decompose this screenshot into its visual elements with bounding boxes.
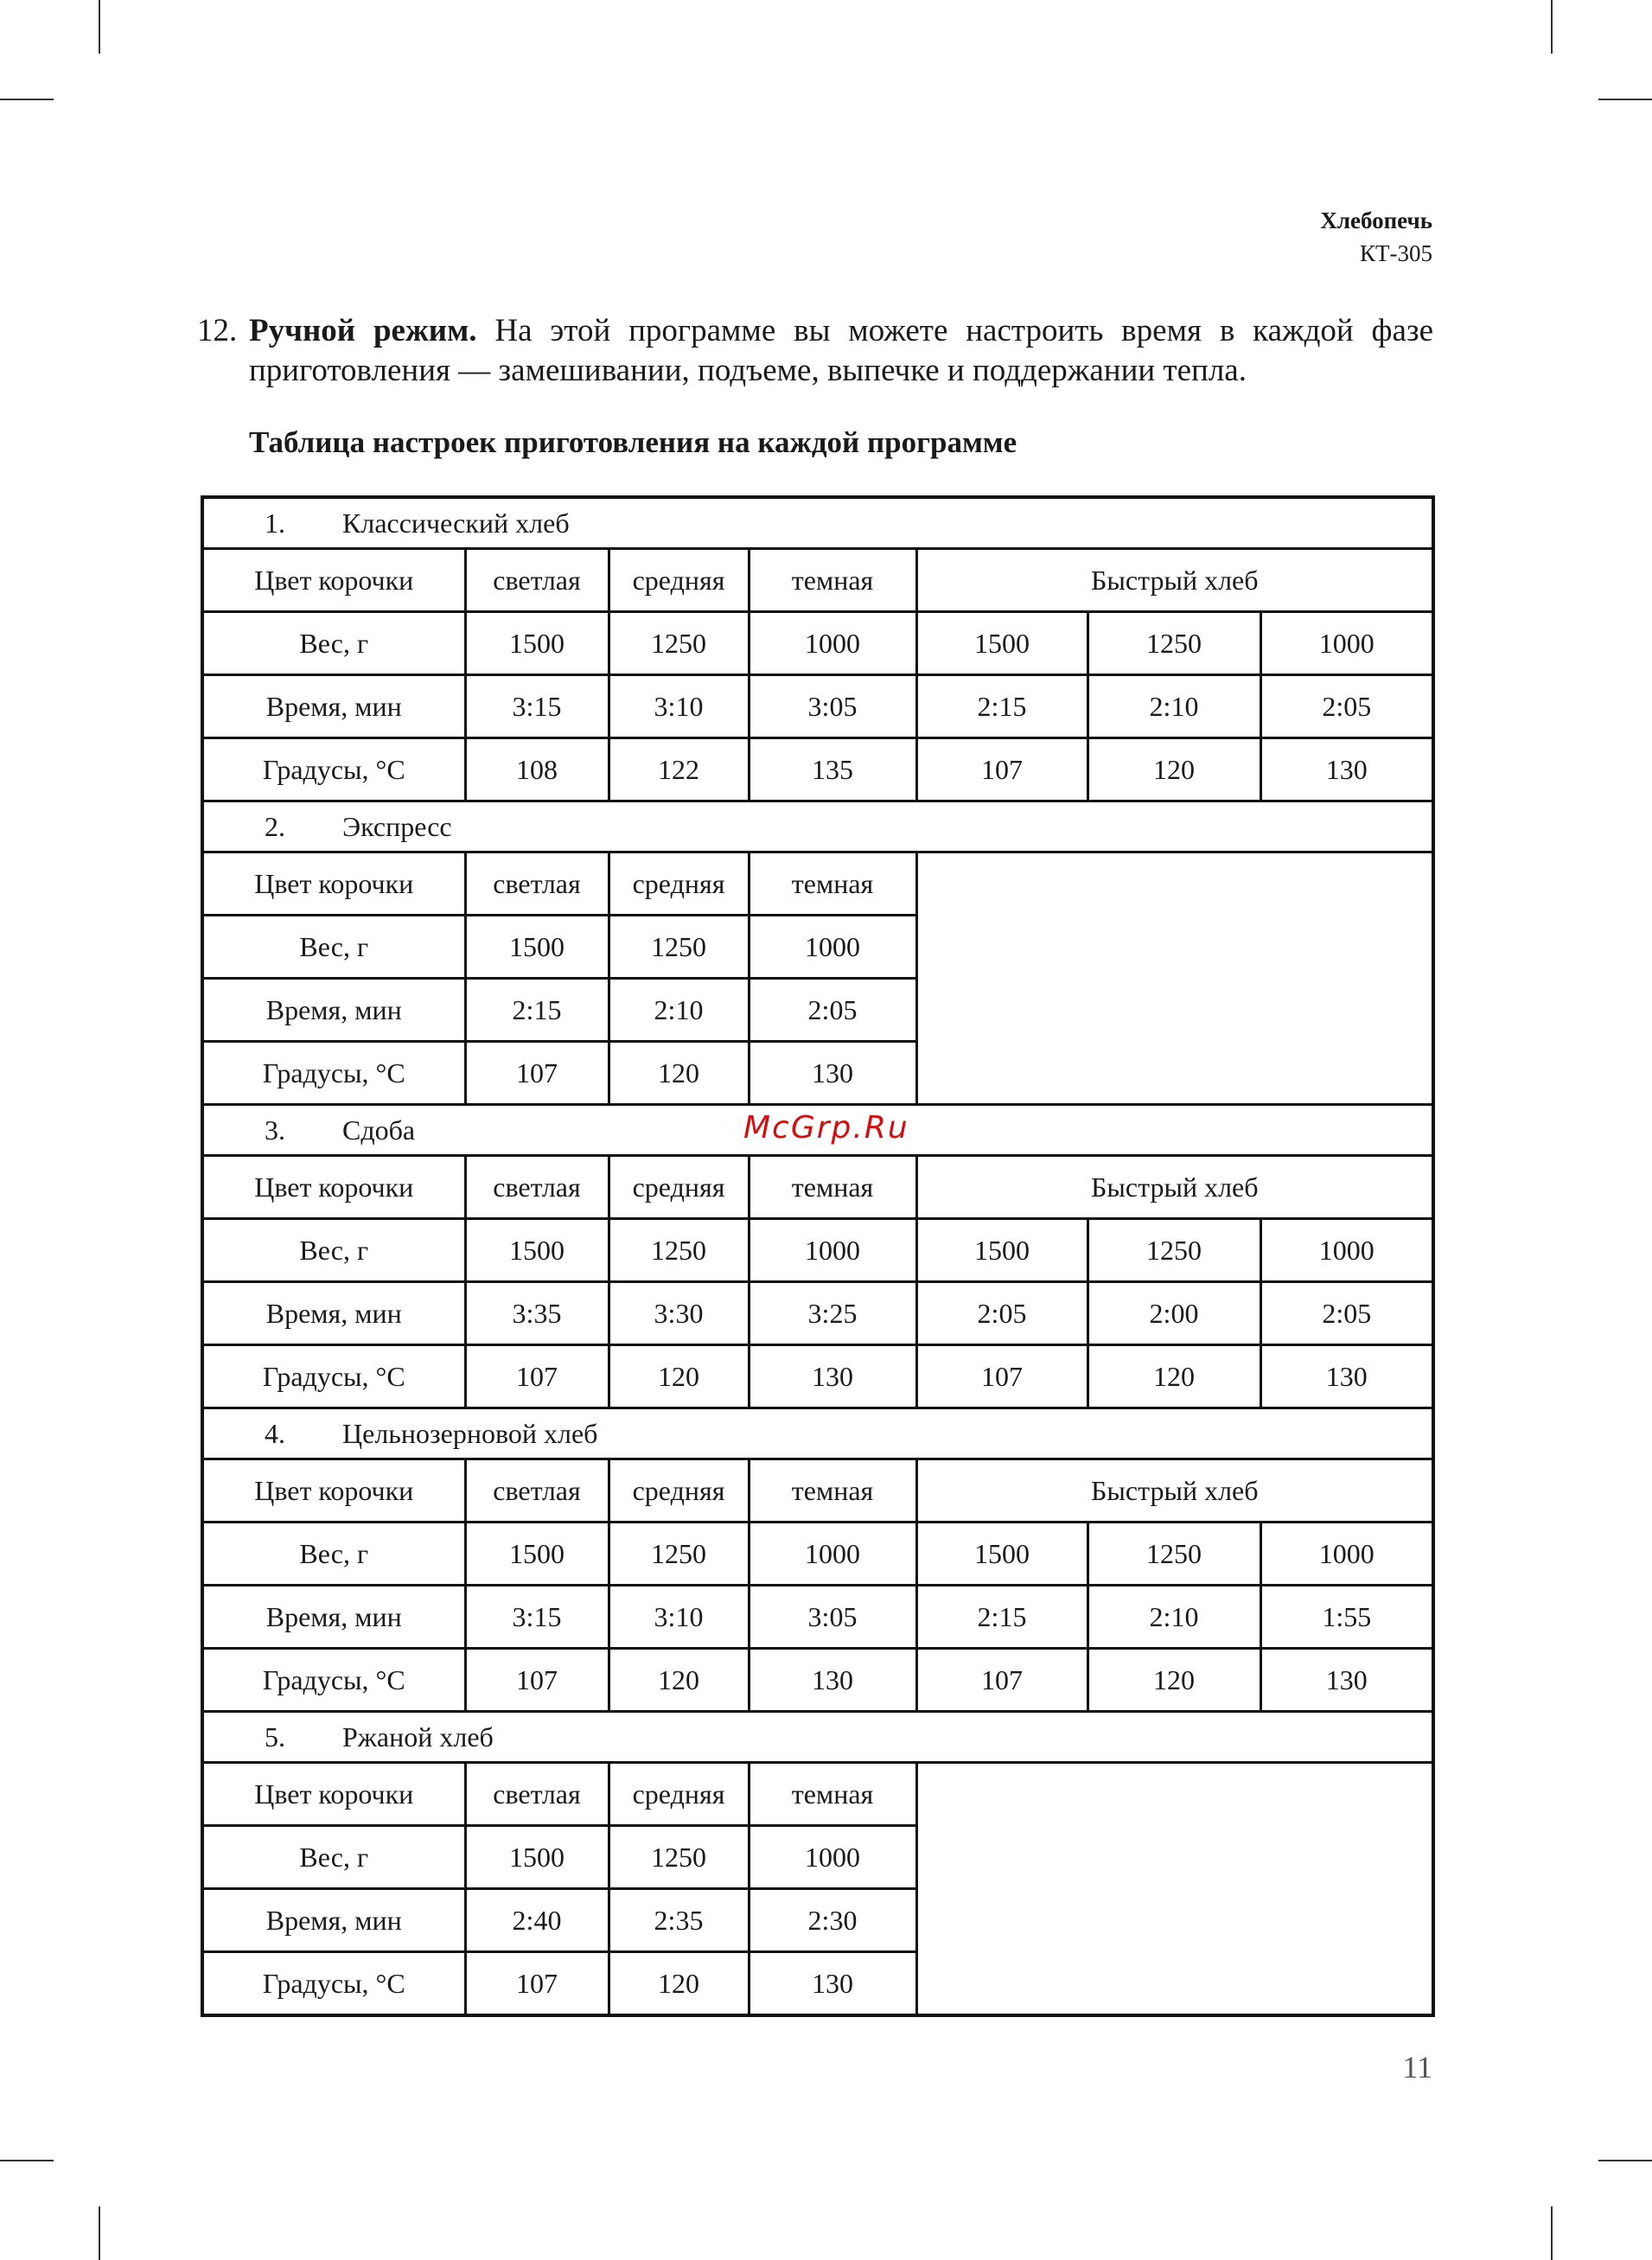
item-bold-title: Ручной режим. xyxy=(249,313,477,348)
weight-value: 1250 xyxy=(609,1826,749,1889)
section-title-row xyxy=(202,1408,1433,1459)
temp-value: 120 xyxy=(609,1952,749,2016)
weight-value: 1250 xyxy=(609,1523,749,1586)
weight-value: 1500 xyxy=(916,1523,1088,1586)
table-row xyxy=(202,675,1433,738)
time-value: 2:15 xyxy=(465,979,609,1042)
temp-value: 107 xyxy=(916,1649,1088,1712)
time-value: 3:15 xyxy=(465,675,609,738)
crust-dark: темная xyxy=(749,1763,916,1826)
temp-label: Градусы, °С xyxy=(202,1042,465,1105)
item-body: На этой программе вы можете настроить время в каждой фазе приготовления — замешивании, подъеме, выпечке и поддержании тепла. xyxy=(249,313,1433,388)
section-number: 1. xyxy=(265,507,285,539)
temp-value: 130 xyxy=(749,1952,916,2016)
time-value: 2:10 xyxy=(1088,1586,1260,1649)
time-label: Время, мин xyxy=(202,979,465,1042)
weight-value: 1000 xyxy=(749,1219,916,1282)
time-value: 1:55 xyxy=(1260,1586,1433,1649)
crust-light: светлая xyxy=(465,852,609,916)
table-heading: Таблица настроек приготовления на каждой программе xyxy=(249,425,1017,459)
quick-bread-label: Быстрый хлеб xyxy=(916,1459,1433,1523)
temp-label: Градусы, °С xyxy=(202,738,465,801)
time-value: 3:35 xyxy=(465,1282,609,1345)
temp-value: 120 xyxy=(609,1345,749,1408)
temp-value: 107 xyxy=(916,738,1088,801)
blank-area xyxy=(916,1763,1433,2016)
crust-light: светлая xyxy=(465,1459,609,1523)
crust-dark: темная xyxy=(749,852,916,916)
time-value: 3:30 xyxy=(609,1282,749,1345)
weight-value: 1500 xyxy=(465,612,609,675)
weight-value: 1250 xyxy=(609,916,749,979)
temp-value: 120 xyxy=(1088,1649,1260,1712)
crust-light: светлая xyxy=(465,549,609,612)
table-row xyxy=(202,1282,1433,1345)
weight-label: Вес, г xyxy=(202,612,465,675)
crust-light: светлая xyxy=(465,1156,609,1219)
crust-medium: средняя xyxy=(609,1763,749,1826)
section-number: 3. xyxy=(265,1114,285,1146)
weight-value: 1250 xyxy=(1088,612,1260,675)
weight-value: 1250 xyxy=(609,1219,749,1282)
time-value: 2:05 xyxy=(1260,675,1433,738)
weight-value: 1000 xyxy=(749,1826,916,1889)
temp-value: 130 xyxy=(749,1649,916,1712)
table-row xyxy=(202,1459,1433,1523)
crust-dark: темная xyxy=(749,1459,916,1523)
crust-medium: средняя xyxy=(609,1459,749,1523)
time-value: 2:15 xyxy=(916,675,1088,738)
crust-medium: средняя xyxy=(609,1156,749,1219)
crust-dark: темная xyxy=(749,549,916,612)
table-row xyxy=(202,738,1433,801)
quick-bread-label: Быстрый хлеб xyxy=(916,1156,1433,1219)
crop-mark xyxy=(99,0,100,54)
time-value: 2:00 xyxy=(1088,1282,1260,1345)
temp-value: 108 xyxy=(465,738,609,801)
weight-value: 1500 xyxy=(465,1523,609,1586)
weight-value: 1250 xyxy=(1088,1523,1260,1586)
section-title xyxy=(202,801,1433,852)
page-number: 11 xyxy=(1402,2050,1432,2084)
table-row xyxy=(202,1219,1433,1282)
time-label: Время, мин xyxy=(202,1889,465,1952)
weight-value: 1500 xyxy=(465,1219,609,1282)
table-row xyxy=(202,612,1433,675)
list-item-12 xyxy=(197,311,1433,391)
table-row xyxy=(202,1649,1433,1712)
crust-label: Цвет корочки xyxy=(202,1763,465,1826)
section-title-row xyxy=(202,801,1433,852)
time-value: 2:40 xyxy=(465,1889,609,1952)
time-value: 2:35 xyxy=(609,1889,749,1952)
weight-value: 1000 xyxy=(1260,1219,1433,1282)
time-value: 2:05 xyxy=(1260,1282,1433,1345)
weight-value: 1500 xyxy=(465,1826,609,1889)
weight-label: Вес, г xyxy=(202,1826,465,1889)
section-title-row xyxy=(202,497,1433,549)
table-row xyxy=(202,1345,1433,1408)
temp-value: 107 xyxy=(465,1042,609,1105)
weight-value: 1500 xyxy=(465,916,609,979)
temp-value: 120 xyxy=(609,1649,749,1712)
weight-value: 1250 xyxy=(1088,1219,1260,1282)
temp-value: 107 xyxy=(465,1345,609,1408)
time-label: Время, мин xyxy=(202,675,465,738)
temp-value: 107 xyxy=(916,1345,1088,1408)
weight-value: 1000 xyxy=(749,1523,916,1586)
time-value: 3:10 xyxy=(609,1586,749,1649)
crust-dark: темная xyxy=(749,1156,916,1219)
temp-label: Градусы, °С xyxy=(202,1649,465,1712)
quick-bread-label: Быстрый хлеб xyxy=(916,549,1433,612)
item-number: 12. xyxy=(197,313,238,348)
crop-mark xyxy=(0,2160,54,2161)
section-name: Цельнозерновой хлеб xyxy=(342,1417,598,1449)
section-name: Классический хлеб xyxy=(342,507,570,539)
crust-label: Цвет корочки xyxy=(202,549,465,612)
weight-value: 1000 xyxy=(1260,612,1433,675)
table-row xyxy=(202,1156,1433,1219)
time-label: Время, мин xyxy=(202,1282,465,1345)
temp-value: 120 xyxy=(1088,738,1260,801)
section-title xyxy=(202,1408,1433,1459)
temp-value: 130 xyxy=(1260,1649,1433,1712)
blank-area xyxy=(916,852,1433,1105)
time-value: 3:05 xyxy=(749,675,916,738)
weight-value: 1000 xyxy=(749,916,916,979)
section-number: 5. xyxy=(265,1721,285,1752)
temp-value: 107 xyxy=(465,1952,609,2016)
section-number: 4. xyxy=(265,1417,285,1449)
crust-label: Цвет корочки xyxy=(202,1156,465,1219)
temp-value: 130 xyxy=(1260,1345,1433,1408)
settings-table xyxy=(201,495,1435,2017)
item-text xyxy=(249,311,1433,391)
temp-value: 120 xyxy=(609,1042,749,1105)
time-label: Время, мин xyxy=(202,1586,465,1649)
crust-medium: средняя xyxy=(609,549,749,612)
temp-value: 130 xyxy=(1260,738,1433,801)
time-value: 3:25 xyxy=(749,1282,916,1345)
crop-mark xyxy=(1551,0,1553,54)
crop-mark xyxy=(1598,2160,1652,2161)
weight-value: 1500 xyxy=(916,1219,1088,1282)
crust-medium: средняя xyxy=(609,852,749,916)
weight-value: 1000 xyxy=(749,612,916,675)
section-name: Сдоба xyxy=(342,1114,416,1146)
header-model: КТ-305 xyxy=(1360,240,1432,266)
temp-value: 135 xyxy=(749,738,916,801)
table-row xyxy=(202,1763,1433,1826)
time-value: 2:05 xyxy=(916,1282,1088,1345)
crust-label: Цвет корочки xyxy=(202,1459,465,1523)
watermark: McGrp.Ru xyxy=(743,1110,909,1146)
running-header xyxy=(1320,204,1432,270)
section-name: Экспресс xyxy=(342,810,452,842)
temp-value: 130 xyxy=(749,1345,916,1408)
table-row xyxy=(202,549,1433,612)
weight-label: Вес, г xyxy=(202,1523,465,1586)
time-value: 2:30 xyxy=(749,1889,916,1952)
crop-mark xyxy=(0,99,54,100)
weight-value: 1000 xyxy=(1260,1523,1433,1586)
time-value: 3:10 xyxy=(609,675,749,738)
temp-value: 122 xyxy=(609,738,749,801)
time-value: 3:15 xyxy=(465,1586,609,1649)
temp-value: 107 xyxy=(465,1649,609,1712)
table-row xyxy=(202,1586,1433,1649)
section-number: 2. xyxy=(265,810,285,842)
weight-value: 1500 xyxy=(916,612,1088,675)
weight-label: Вес, г xyxy=(202,916,465,979)
section-name: Ржаной хлеб xyxy=(342,1721,494,1752)
time-value: 2:10 xyxy=(1088,675,1260,738)
temp-value: 120 xyxy=(1088,1345,1260,1408)
header-title: Хлебопечь xyxy=(1320,207,1432,233)
temp-value: 130 xyxy=(749,1042,916,1105)
crop-mark xyxy=(1598,99,1652,100)
time-value: 2:15 xyxy=(916,1586,1088,1649)
section-title xyxy=(202,497,1433,549)
crust-light: светлая xyxy=(465,1763,609,1826)
crop-mark xyxy=(99,2206,100,2260)
weight-label: Вес, г xyxy=(202,1219,465,1282)
crop-mark xyxy=(1551,2206,1553,2260)
temp-label: Градусы, °С xyxy=(202,1952,465,2016)
section-title xyxy=(202,1712,1433,1763)
table-row xyxy=(202,1523,1433,1586)
crust-label: Цвет корочки xyxy=(202,852,465,916)
weight-value: 1250 xyxy=(609,612,749,675)
temp-label: Градусы, °С xyxy=(202,1345,465,1408)
time-value: 3:05 xyxy=(749,1586,916,1649)
time-value: 2:10 xyxy=(609,979,749,1042)
time-value: 2:05 xyxy=(749,979,916,1042)
table-row xyxy=(202,852,1433,916)
section-title-row xyxy=(202,1712,1433,1763)
